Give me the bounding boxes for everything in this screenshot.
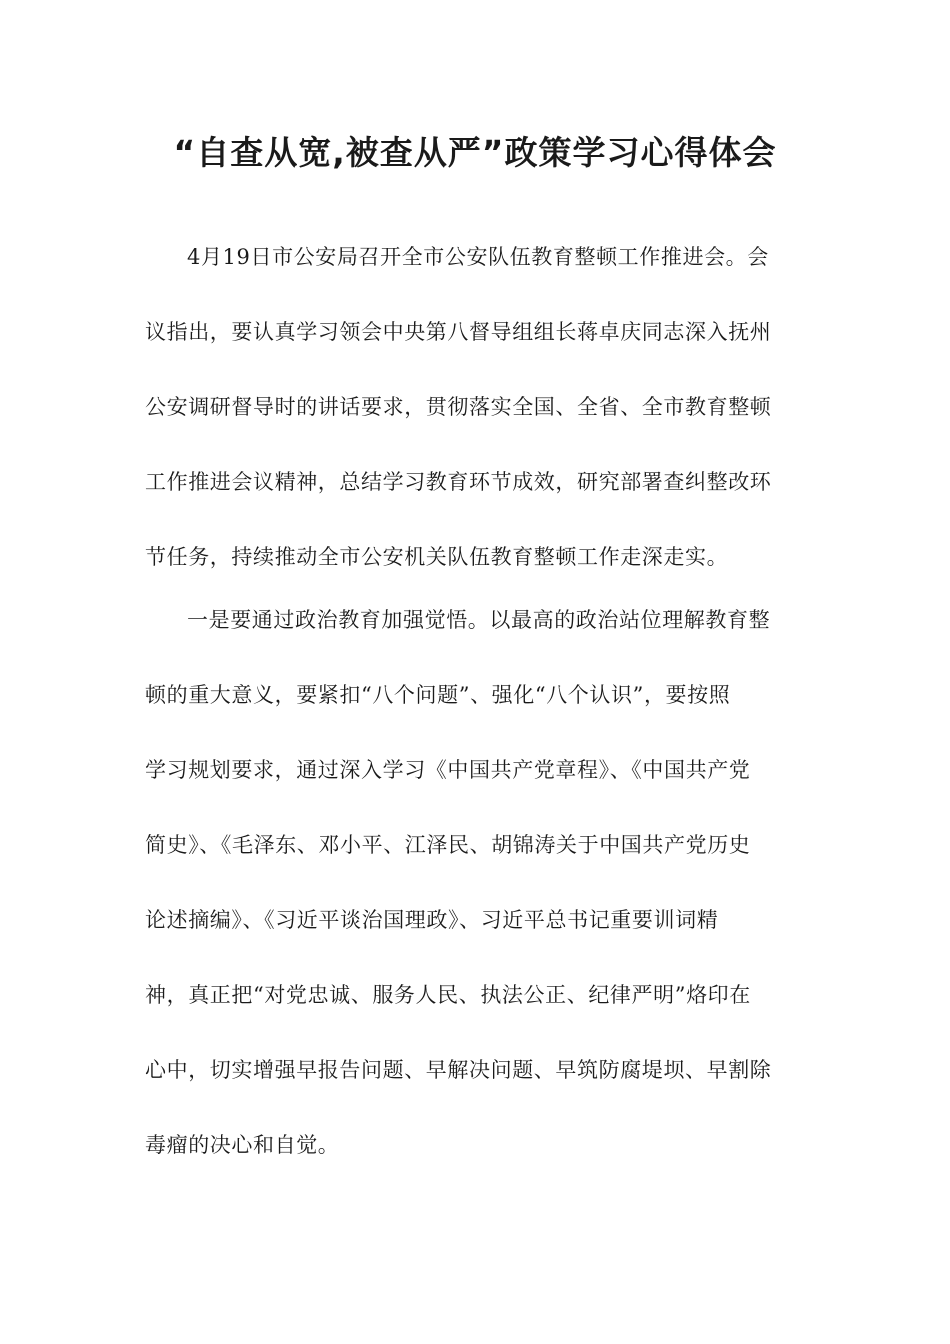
paragraph-line: 学习规划要求，通过深入学习《中国共产党章程》、《中国共产党 [145,758,751,782]
paragraph-line: 4月19日市公安局召开全市公安队伍教育整顿工作推进会。会 [187,245,769,269]
paragraph-line: 顿的重大意义，要紧扣“八个问题”、强化“八个认识”，要按照 [145,683,731,707]
document-title: “自查从宽,被查从严”政策学习心得体会 [173,133,777,172]
paragraph-line: 工作推进会议精神，总结学习教育环节成效，研究部署查纠整改环 [145,470,772,494]
paragraph-line: 一是要通过政治教育加强觉悟。以最高的政治站位理解教育整 [187,608,771,632]
paragraph-1 [145,220,795,595]
paragraph-line: 公安调研督导时的讲话要求，贯彻落实全国、全省、全市教育整顿 [145,395,772,419]
paragraph-line: 心中，切实增强早报告问题、早解决问题、早筑防腐堤坝、早割除 [145,1058,772,1082]
paragraph-line: 议指出，要认真学习领会中央第八督导组组长蒋卓庆同志深入抚州 [145,320,772,344]
paragraph-line: 节任务，持续推动全市公安机关队伍教育整顿工作走深走实。 [145,545,729,569]
paragraph-line: 神，真正把“对党忠诚、服务人民、执法公正、纪律严明”烙印在 [145,983,751,1007]
paragraph-line: 毒瘤的决心和自觉。 [145,1133,340,1157]
paragraph-2 [145,583,795,1183]
paragraph-line: 论述摘编》、《习近平谈治国理政》、习近平总书记重要训词精 [145,908,719,932]
paragraph-line: 简史》、《毛泽东、邓小平、江泽民、胡锦涛关于中国共产党历史 [145,833,751,857]
